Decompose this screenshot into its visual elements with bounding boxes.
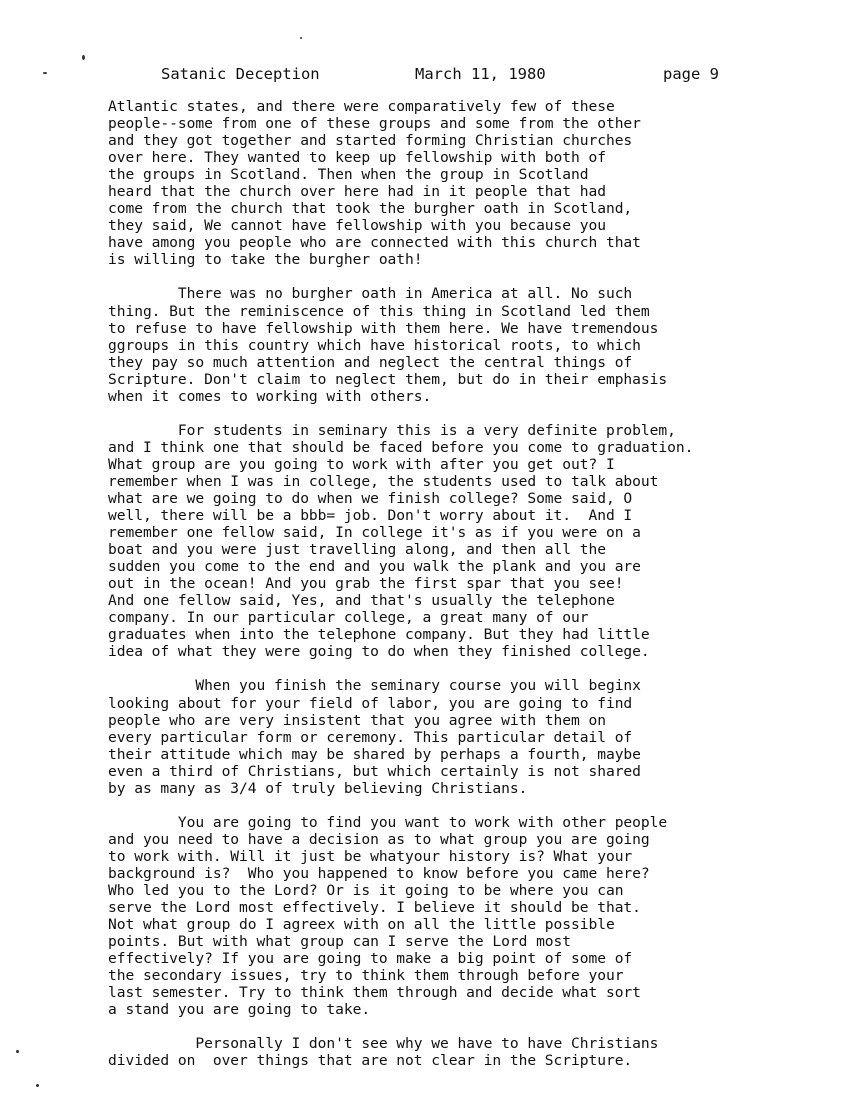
text-line: graduates when into the telephone company. But they had little [108, 626, 650, 644]
text-line: idea of what they were going to do when they finished college. [108, 643, 650, 661]
text-line: boat and you were just travelling along, and then all the [108, 541, 606, 559]
text-line: There was no burgher oath in America at all. No such [108, 285, 633, 303]
text-line: ggroups in this country which have historical roots, to which [108, 336, 641, 354]
paragraph-2 [108, 285, 848, 404]
text-line: effectively? If you are going to make a big point of some of [108, 950, 633, 968]
text-line: Scripture. Don't claim to neglect them, but do in their emphasis [108, 370, 668, 388]
text-line: thing. But the reminiscence of this thing in Scotland led them [108, 302, 650, 320]
text-line: over here. They wanted to keep up fellowship with both of [108, 149, 606, 167]
scan-speck [16, 1050, 19, 1053]
text-line: their attitude which may be shared by perhaps a fourth, maybe [108, 745, 641, 763]
text-line: is willing to take the burgher oath! [108, 251, 423, 269]
text-line: when it comes to working with others. [108, 387, 432, 405]
text-line: they pay so much attention and neglect the central things of [108, 353, 633, 371]
text-line: divided on over things that are not clear in the Scripture. [108, 1052, 633, 1070]
scan-speck [300, 37, 302, 39]
text-line: For students in seminary this is a very definite problem, [108, 421, 676, 439]
text-line: heard that the church over here had in it people that had [108, 183, 606, 201]
text-line: by as many as 3/4 of truly believing Christians. [108, 779, 528, 797]
text-line: You are going to find you want to work with other people [108, 813, 668, 831]
text-line: well, there will be a bbb= job. Don't worry about it. And I [108, 507, 633, 525]
text-line: remember one fellow said, In college it's as if you were on a [108, 524, 641, 542]
body-text [108, 98, 848, 1069]
paragraph-6 [108, 1035, 848, 1069]
text-line: What group are you going to work with after you get out? I [108, 455, 615, 473]
paragraph-4 [108, 677, 848, 796]
text-line: have among you people who are connected with this church that [108, 234, 641, 252]
document-title: Satanic Deception [161, 65, 320, 83]
text-line: what are we going to do when we finish college? Some said, O [108, 489, 633, 507]
text-line: sudden you come to the end and you walk the plank and you are [108, 558, 641, 576]
text-line: looking about for your field of labor, you are going to find [108, 694, 633, 712]
text-line: to work with. Will it just be whatyour history is? What your [108, 847, 633, 865]
scan-speck [82, 55, 85, 60]
text-line: and you need to have a decision as to what group you are going [108, 830, 650, 848]
paragraph-1 [108, 98, 848, 268]
text-line: Personally I don't see why we have to have Christians [108, 1035, 659, 1053]
text-line: even a third of Christians, but which certainly is not shared [108, 762, 641, 780]
paragraph-3 [108, 422, 848, 661]
text-line: last semester. Try to think them through and decide what sort [108, 984, 641, 1002]
text-line: company. In our particular college, a great many of our [108, 609, 589, 627]
text-line: When you finish the seminary course you will beginx [108, 677, 641, 695]
text-line: points. But with what group can I serve the Lord most [108, 933, 572, 951]
text-line: remember when I was in college, the students used to talk about [108, 472, 659, 490]
text-line: people--some from one of these groups and some from the other [108, 115, 641, 133]
text-line: come from the church that took the burgher oath in Scotland, [108, 200, 633, 218]
text-line: they said, We cannot have fellowship with you because you [108, 217, 606, 235]
text-line: And one fellow said, Yes, and that's usually the telephone [108, 592, 615, 610]
text-line: out in the ocean! And you grab the first spar that you see! [108, 575, 624, 593]
text-line: every particular form or ceremony. This particular detail of [108, 728, 633, 746]
text-line: background is? Who you happened to know before you came here? [108, 864, 650, 882]
page-number: page 9 [663, 65, 719, 83]
page-header [0, 63, 855, 85]
text-line: and they got together and started forming Christian churches [108, 132, 633, 150]
text-line: people who are very insistent that you agree with them on [108, 711, 606, 729]
paragraph-5 [108, 814, 848, 1019]
text-line: a stand you are going to take. [108, 1001, 371, 1019]
text-line: the secondary issues, try to think them through before your [108, 967, 624, 985]
scan-speck [36, 1084, 39, 1087]
text-line: serve the Lord most effectively. I believe it should be that. [108, 899, 641, 917]
scan-speck [43, 72, 47, 74]
text-line: Atlantic states, and there were comparatively few of these [108, 98, 615, 115]
document-date: March 11, 1980 [415, 65, 546, 83]
text-line: the groups in Scotland. Then when the group in Scotland [108, 166, 589, 184]
text-line: Not what group do I agreex with on all the little possible [108, 916, 615, 934]
text-line: and I think one that should be faced before you come to graduation. [108, 438, 694, 456]
text-line: Who led you to the Lord? Or is it going to be where you can [108, 881, 624, 899]
text-line: to refuse to have fellowship with them here. We have tremendous [108, 319, 659, 337]
